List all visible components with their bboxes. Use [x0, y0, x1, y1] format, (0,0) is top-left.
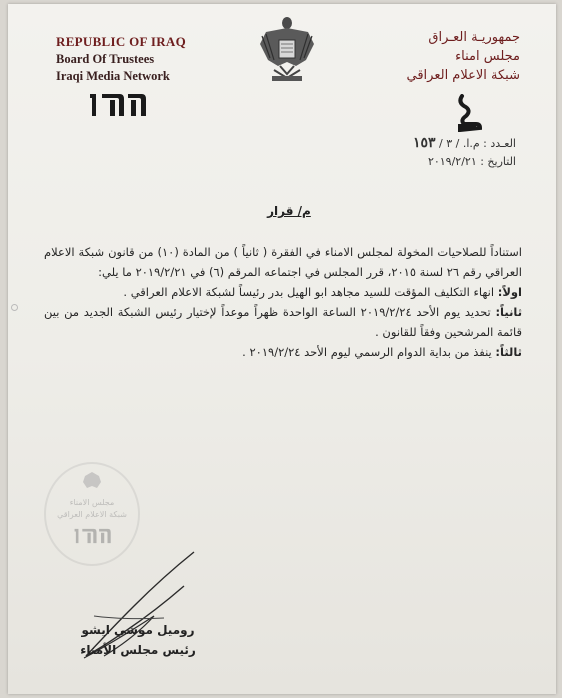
iraq-eagle-emblem: [258, 14, 316, 84]
header-ar-network: شبكة الاعلام العراقي: [406, 68, 520, 83]
stamp-emblem-icon: [82, 470, 102, 494]
decision-item-1: [44, 282, 522, 302]
document-page: [8, 4, 556, 694]
document-subject: [8, 204, 562, 218]
subject-text: م/ قرار: [267, 204, 311, 218]
signatory-name: روميل موشي ايشو: [81, 623, 195, 637]
stamp-logo: [72, 526, 112, 546]
item-3-label: ثالثاً:: [495, 345, 522, 359]
reference-number-label: العـدد : م.ا. / ٣ /: [439, 137, 516, 150]
stamp-line-1: مجلس الامناء: [69, 498, 115, 507]
reference-number-value: ١٥٣: [412, 135, 436, 151]
header-arabic: [407, 28, 521, 85]
signatory-block: [78, 620, 198, 660]
stamp-line-2: شبكة الاعلام العراقي: [57, 510, 127, 519]
reference-number: [413, 134, 516, 153]
item-2-label: ثانياً:: [495, 305, 523, 319]
punch-hole-mark: [11, 304, 18, 311]
reference-date: التاريخ : ٢٠١٩/٢/٢١: [427, 155, 516, 168]
header-en-country: REPUBLIC OF IRAQ: [56, 34, 186, 49]
header-ar-country: جمهوريـة العـراق: [428, 30, 520, 45]
intro-paragraph: استناداً للصلاحيات المخولة لمجلس الامناء في الفقرة ( ثانياً ) من المادة (١٠) من قانون شبكة الاعلام العراقي رقم ٢٦ لسنة ٢٠١٥، قرر المجلس في اجتماعه المرقم (٦) في ٢٠١٩/٢/٢١ ما يلي:: [44, 245, 522, 279]
item-1-label: اولاً:: [497, 285, 522, 299]
item-1-text: انهاء التكليف المؤقت للسيد مجاهد ابو الهيل بدر رئيساً لشبكة الاعلام العراقي .: [123, 285, 495, 299]
decision-item-2: [44, 302, 522, 342]
header-english: [56, 34, 186, 84]
imn-arabic-logo: [456, 94, 482, 132]
item-3-text: ينفذ من بداية الدوام الرسمي ليوم الأحد ٢٠١٩/٢/٢٤ .: [242, 345, 492, 359]
decision-item-3: [44, 342, 522, 362]
reference-block: [413, 134, 516, 171]
item-2-text: تحديد يوم الأحد ٢٠١٩/٢/٢٤ الساعة الواحدة ظهراً موعداً لإختيار رئيس الشبكة الجديد من بين قائمة المرشحين وفقاً للقانون .: [44, 305, 522, 339]
header-ar-board: مجلس امناء: [455, 49, 520, 64]
signatory-title: رئيس مجلس الأمناء: [80, 643, 196, 657]
imn-logo: [86, 90, 148, 120]
header-en-network: Iraqi Media Network: [56, 69, 170, 83]
decision-body: [44, 242, 522, 362]
header-en-board: Board Of Trustees: [56, 52, 155, 66]
